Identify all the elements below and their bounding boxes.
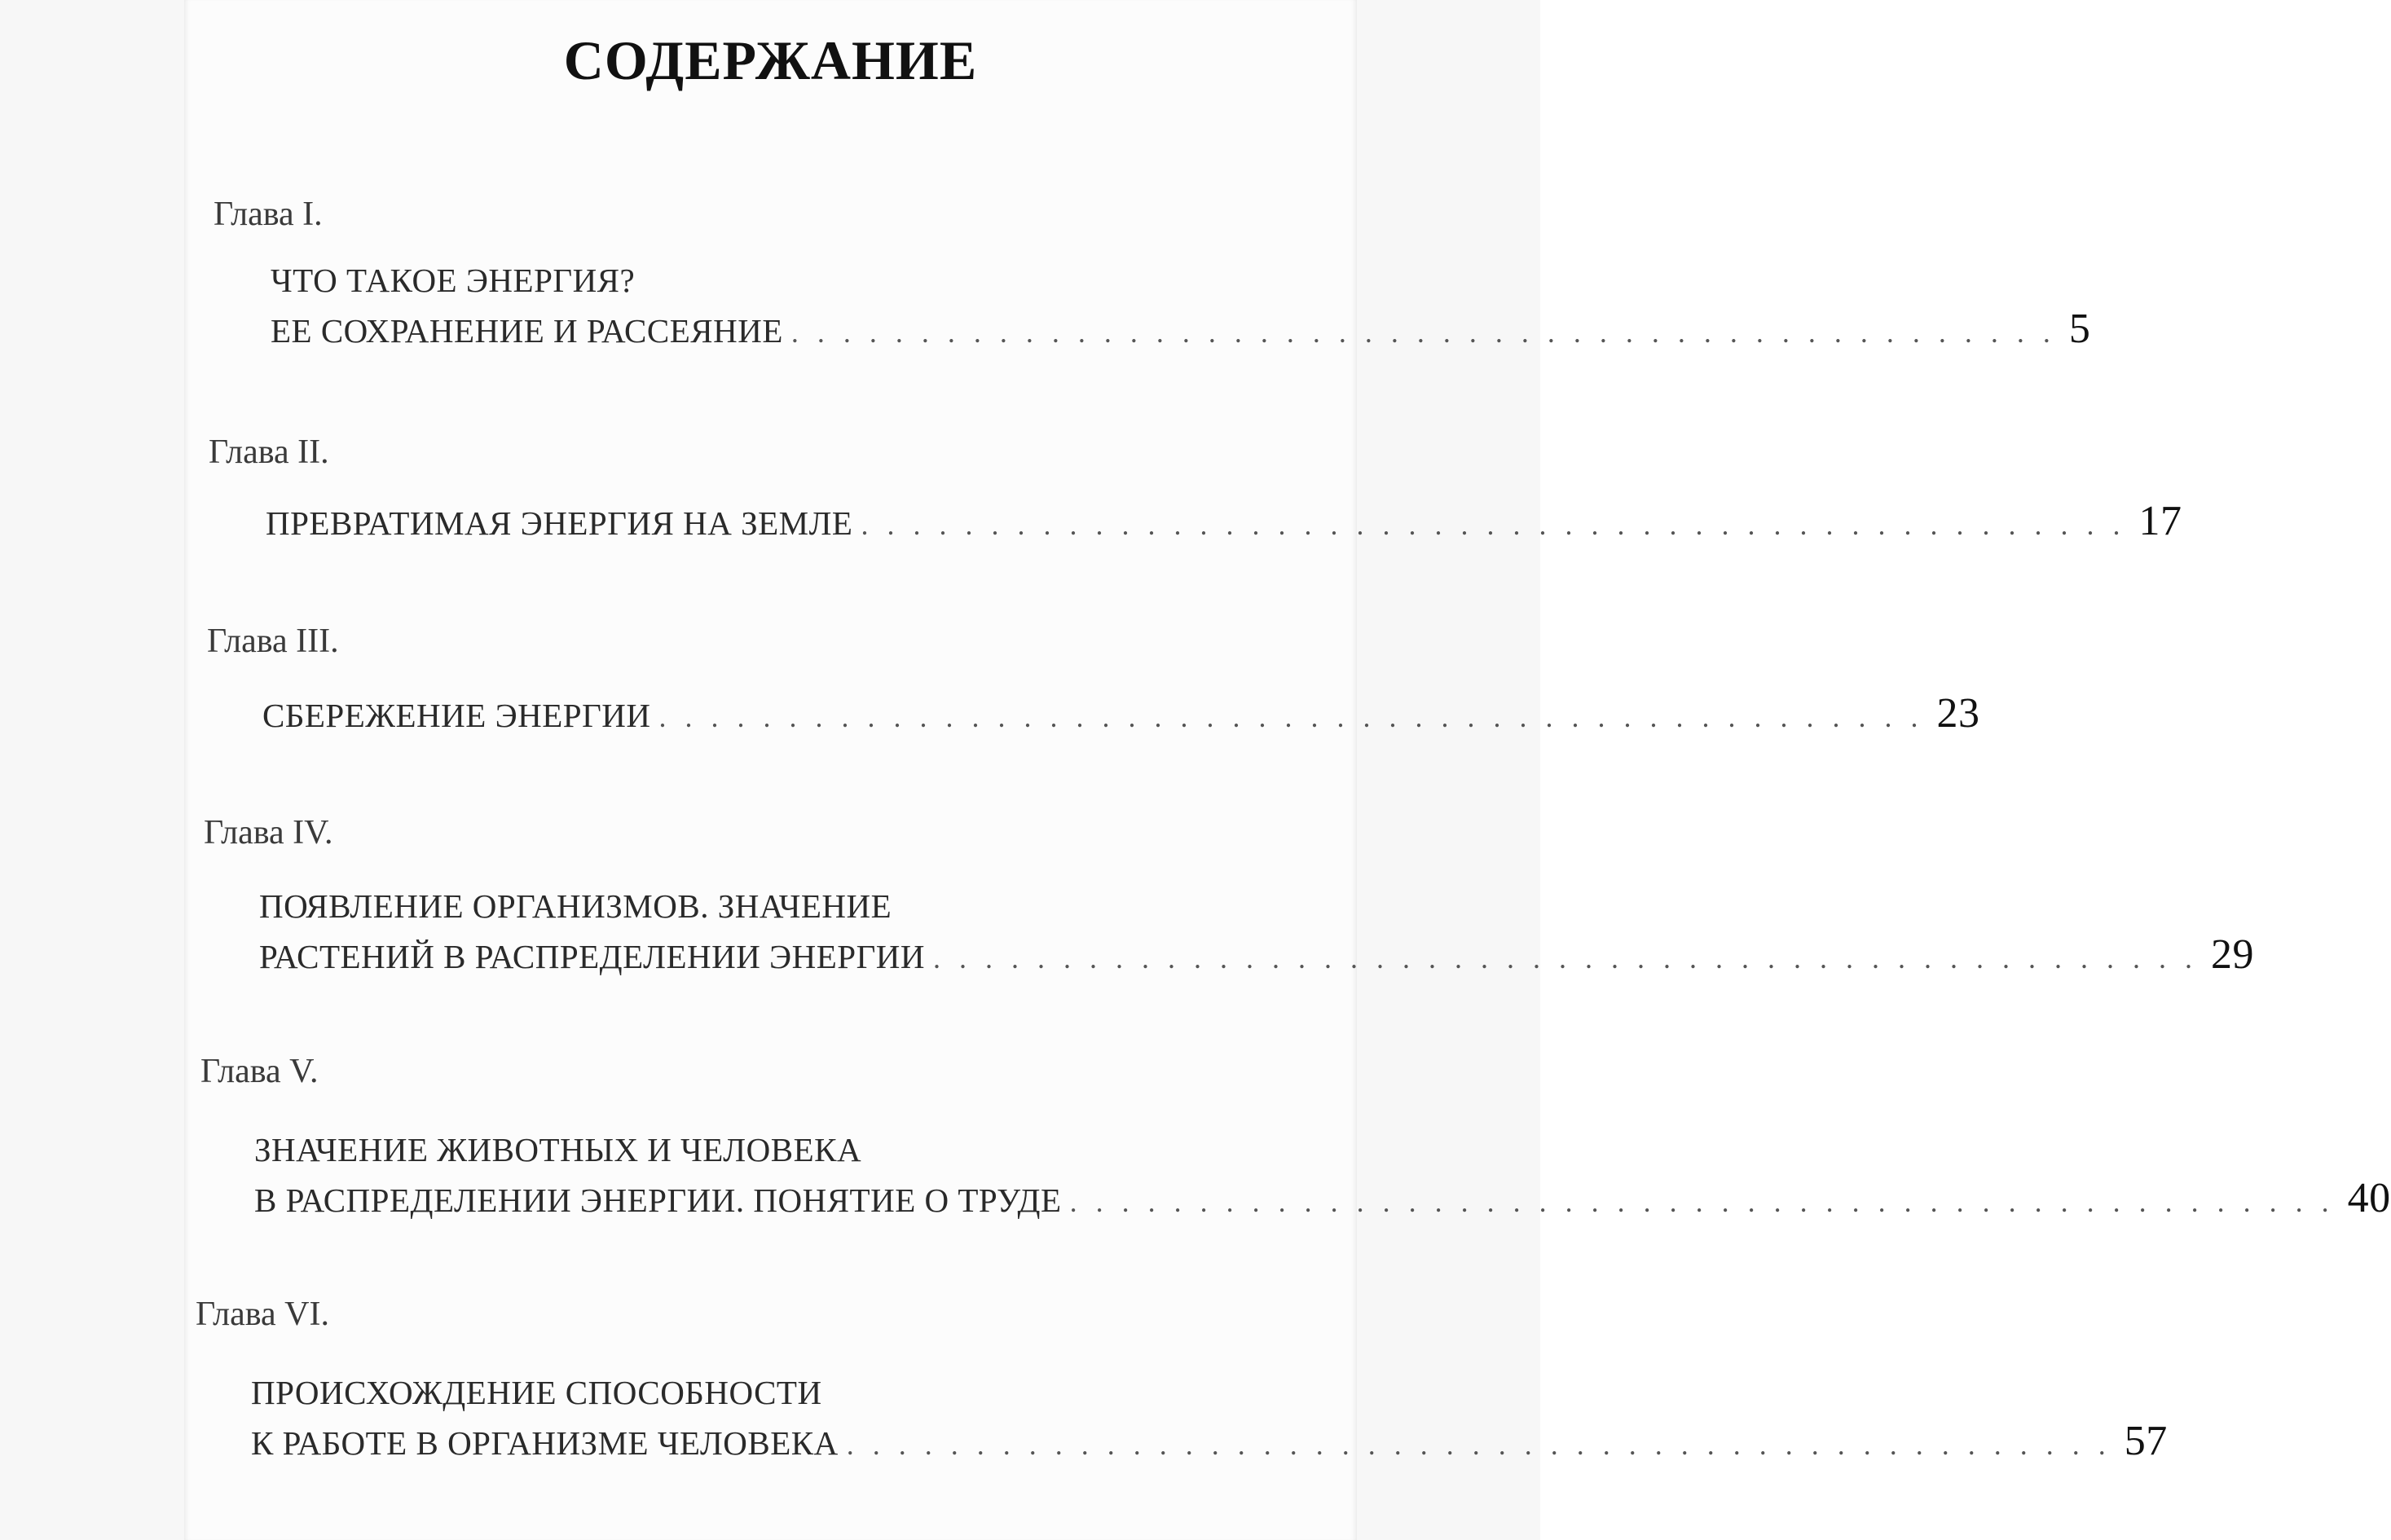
chapter-label: Глава II. (209, 433, 329, 471)
entry-title-line: СБЕРЕЖЕНИЕ ЭНЕРГИИ (262, 697, 651, 734)
entry-title-line: К РАБОТЕ В ОРГАНИЗМЕ ЧЕЛОВЕКА (251, 1424, 839, 1462)
toc-entry[interactable] (251, 1369, 2168, 1469)
entry-title-line: РАСТЕНИЙ В РАСПРЕДЕЛЕНИИ ЭНЕРГИИ (259, 938, 926, 975)
chapter-label: Глава I. (214, 196, 323, 233)
chapter-label: Глава V. (200, 1053, 319, 1090)
entry-title-line: ПОЯВЛЕНИЕ ОРГАНИЗМОВ. ЗНАЧЕНИЕ (259, 887, 892, 925)
entry-title-line: ПРЕВРАТИМАЯ ЭНЕРГИЯ НА ЗЕМЛЕ (266, 504, 853, 542)
dot-leader: . . . . . . . . . . . . . . . . . . . . . . . . . . . . . . . . . . . . . . . . . . . . . . . . . (790, 316, 2056, 349)
dot-leader: . . . . . . . . . . . . . . . . . . . . . . . . . . . . . . . . . . . . . . . . . . . . . . . . . (861, 508, 2126, 541)
page-title: СОДЕРЖАНИЕ (563, 29, 978, 91)
page-number: 23 (1936, 690, 1980, 737)
toc-entry[interactable] (254, 1126, 2391, 1226)
left-margin (0, 0, 184, 1540)
entry-title-line: ЧТО ТАКОЕ ЭНЕРГИЯ? (271, 262, 636, 299)
page-number: 17 (2138, 498, 2182, 544)
dot-leader: . . . . . . . . . . . . . . . . . . . . . . . . . . . . . . . . . . . . . . . . . . . . . . . . . (846, 1428, 2111, 1461)
right-margin (1357, 0, 1540, 1540)
entry-title-line: ПРОИСХОЖДЕНИЕ СПОСОБНОСТИ (251, 1374, 822, 1411)
dot-leader: . . . . . . . . . . . . . . . . . . . . . . . . . . . . . . . . . . . . . . . . . . . . . . . . . (658, 701, 1924, 733)
dot-leader: . . . . . . . . . . . . . . . . . . . . . . . . . . . . . . . . . . . . . . . . . . . . . . . . . (933, 942, 2199, 975)
chapter-label: Глава IV. (204, 814, 333, 851)
chapter-label: Глава VI. (196, 1296, 329, 1333)
toc-entry[interactable] (259, 882, 2255, 983)
chapter-label: Глава III. (207, 623, 339, 660)
toc-entry[interactable] (266, 497, 2182, 549)
page-number: 5 (2068, 306, 2091, 352)
entry-title-line: ЕЕ СОХРАНЕНИЕ И РАССЕЯНИЕ (271, 312, 783, 350)
entry-title-line: В РАСПРЕДЕЛЕНИИ ЭНЕРГИИ. ПОНЯТИЕ О ТРУДЕ (254, 1181, 1062, 1219)
entry-title-line: ЗНАЧЕНИЕ ЖИВОТНЫХ И ЧЕЛОВЕКА (254, 1131, 862, 1168)
toc-entry[interactable] (262, 689, 1980, 741)
toc-entry[interactable] (271, 257, 2091, 357)
page-number: 40 (2347, 1175, 2391, 1221)
book-page (184, 0, 2391, 1540)
page-number: 29 (2211, 931, 2255, 978)
page-number: 57 (2124, 1418, 2168, 1464)
dot-leader: . . . . . . . . . . . . . . . . . . . . . . . . . . . . . . . . . . . . . . . . . . . . . . . . . (1069, 1186, 2335, 1218)
